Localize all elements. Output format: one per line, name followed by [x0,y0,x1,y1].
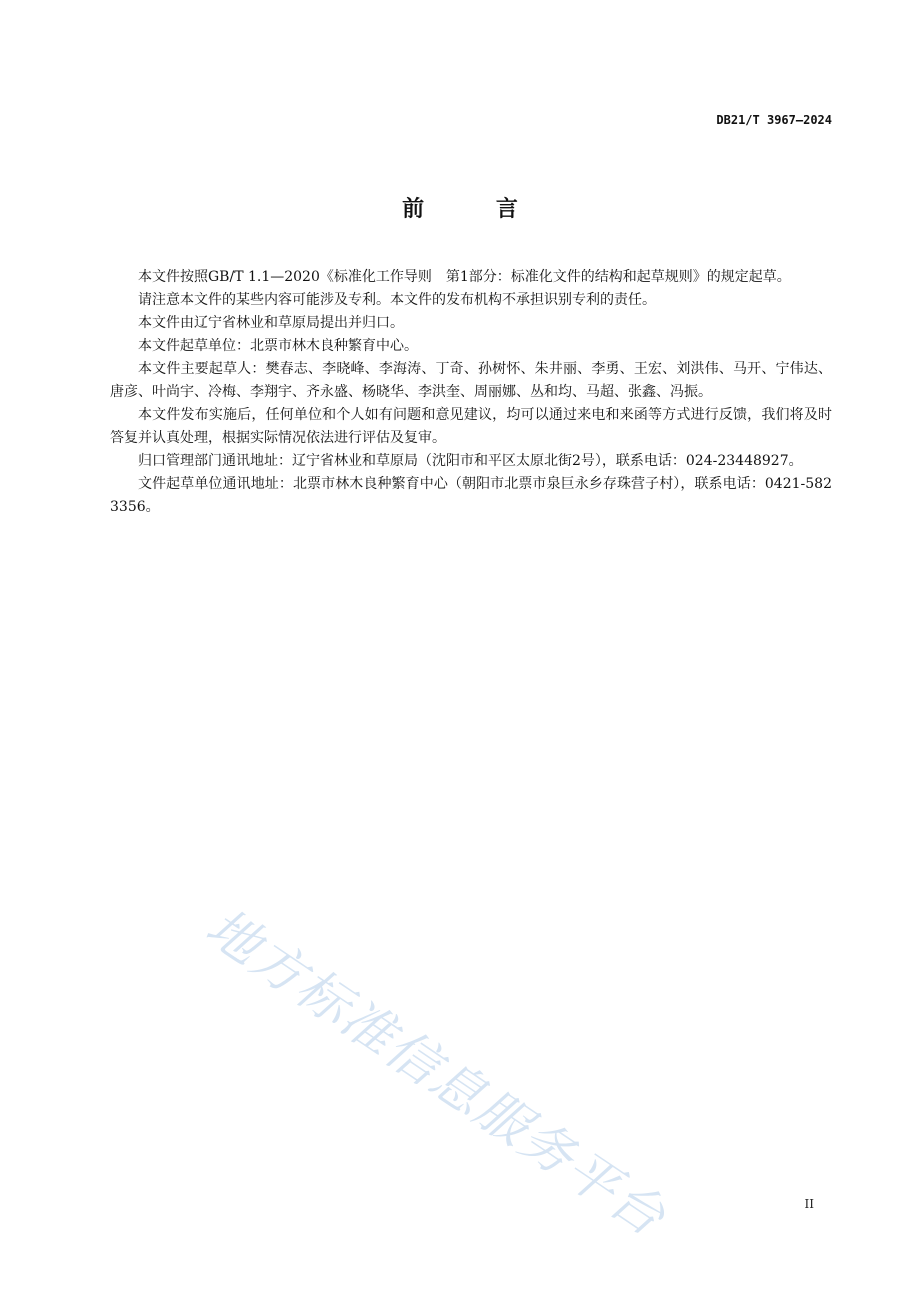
preface-body [110,266,832,519]
document-code: DB21/T 3967—2024 [716,113,832,127]
paragraph-feedback: 本文件发布实施后，任何单位和个人如有问题和意见建议，均可以通过来电和来函等方式进行反馈，我们将及时答复并认真处理，根据实际情况依法进行评估及复审。 [110,407,832,446]
watermark-text: 地方标准信息服务平台 [195,897,677,1249]
paragraph-drafting-rules: 本文件按照GB/T 1.1—2020《标准化工作导则 第1部分：标准化文件的结构和起草规则》的规定起草。 [138,269,791,285]
paragraph-drafter-address: 文件起草单位通讯地址：北票市林木良种繁育中心（朝阳市北票市泉巨永乡存珠营子村），联系电话：0421-5823356。 [110,476,832,515]
paragraph-patent-notice: 请注意本文件的某些内容可能涉及专利。本文件的发布机构不承担识别专利的责任。 [138,292,656,308]
paragraph-authority-address: 归口管理部门通讯地址：辽宁省林业和草原局（沈阳市和平区太原北街2号），联系电话：024-23448927。 [138,453,803,469]
page-number: II [804,1197,814,1211]
paragraph-drafters: 本文件主要起草人：樊春志、李晓峰、李海涛、丁奇、孙树怀、朱井丽、李勇、王宏、刘洪伟、马开、宁伟达、唐彦、叶尚宇、冷梅、李翔宇、齐永盛、杨晓华、李洪奎、周丽娜、丛和均、马超、张鑫、冯振。 [110,361,832,400]
page-title: 前 言 [402,197,550,222]
paragraph-drafting-unit: 本文件起草单位：北票市林木良种繁育中心。 [138,338,418,354]
paragraph-proposer: 本文件由辽宁省林业和草原局提出并归口。 [138,315,404,331]
